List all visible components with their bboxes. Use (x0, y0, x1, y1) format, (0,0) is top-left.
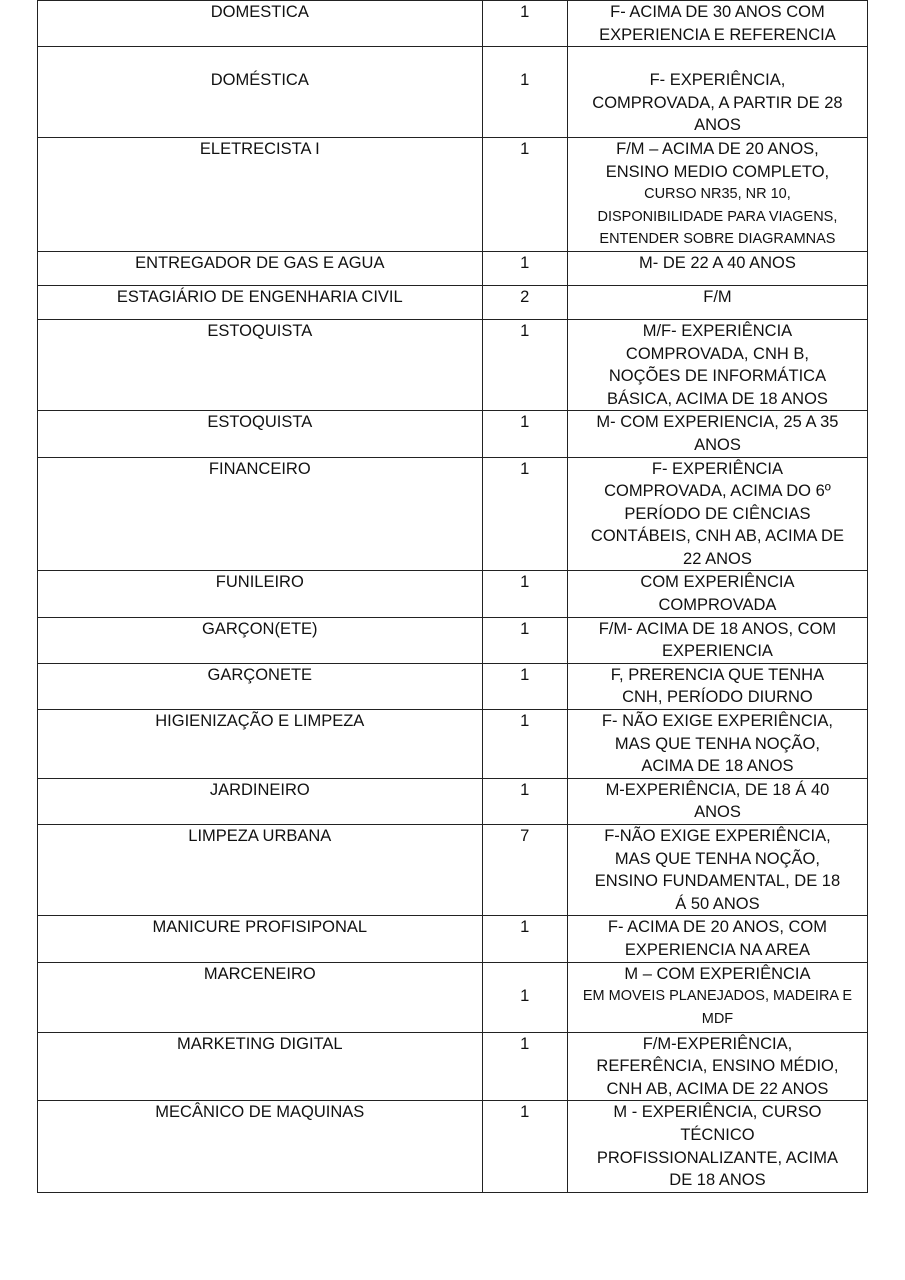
requirements-cell (567, 1101, 867, 1192)
quantity-cell: 1 (482, 663, 567, 709)
quantity-text: 1 (520, 986, 530, 1005)
requirements-cell (567, 137, 867, 251)
requirements-cell (567, 825, 867, 916)
role-cell: ESTOQUISTA (38, 319, 483, 410)
role-cell: ENTREGADOR DE GAS E AGUA (38, 251, 483, 285)
requirement-line: M/F- EXPERIÊNCIA (642, 321, 793, 340)
requirement-line: EXPERIENCIA NA AREA (624, 940, 811, 959)
requirements-cell (567, 1032, 867, 1101)
requirement-line: TÉCNICO (680, 1125, 755, 1144)
requirement-line: REFERÊNCIA, ENSINO MÉDIO, (596, 1057, 839, 1076)
role-cell: ELETRECISTA I (38, 137, 483, 251)
requirement-line: DE 18 ANOS (669, 1171, 766, 1190)
requirements-cell (567, 319, 867, 410)
requirement-line: F- NÃO EXIGE EXPERIÊNCIA, (601, 712, 833, 731)
requirement-line: COMPROVADA, CNH B, (625, 344, 809, 363)
role-cell: JARDINEIRO (38, 778, 483, 824)
role-cell: GARÇONETE (38, 663, 483, 709)
role-cell: FINANCEIRO (38, 457, 483, 571)
table-row (38, 663, 868, 709)
requirement-line: M-EXPERIÊNCIA, DE 18 Á 40 (605, 780, 830, 799)
requirement-line: COMPROVADA (658, 596, 777, 615)
table-row (38, 411, 868, 457)
role-cell: HIGIENIZAÇÃO E LIMPEZA (38, 710, 483, 779)
table-row (38, 1032, 868, 1101)
requirement-line: NOÇÕES DE INFORMÁTICA (608, 367, 827, 386)
requirement-line: M – COM EXPERIÊNCIA (624, 964, 811, 983)
requirement-line: DISPONIBILIDADE PARA VIAGENS, (597, 208, 838, 225)
requirement-line: MDF (701, 1010, 734, 1027)
requirement-line: F- EXPERIÊNCIA (651, 459, 783, 478)
requirement-line: F-NÃO EXIGE EXPERIÊNCIA, (604, 827, 831, 845)
requirement-line: PERÍODO DE CIÊNCIAS (624, 504, 811, 523)
role-cell: MECÂNICO DE MAQUINAS (38, 1101, 483, 1192)
requirement-line: Á 50 ANOS (675, 894, 760, 913)
quantity-cell: 1 (482, 778, 567, 824)
requirements-cell (567, 663, 867, 709)
quantity-cell: 7 (482, 825, 567, 916)
quantity-cell: 1 (482, 251, 567, 285)
requirement-line: M - EXPERIÊNCIA, CURSO (613, 1103, 822, 1122)
table-row (38, 778, 868, 824)
requirement-line: COM EXPERIÊNCIA (640, 573, 795, 592)
quantity-cell: 1 (482, 411, 567, 457)
table-row (38, 285, 868, 319)
role-cell: ESTOQUISTA (38, 411, 483, 457)
role-cell: MARKETING DIGITAL (38, 1032, 483, 1101)
requirement-line: ANOS (694, 116, 741, 135)
requirements-cell (567, 571, 867, 617)
requirement-line: EM MOVEIS PLANEJADOS, MADEIRA E (582, 988, 852, 1005)
quantity-cell: 1 (482, 571, 567, 617)
quantity-cell: 1 (482, 617, 567, 663)
quantity-cell: 1 (482, 457, 567, 571)
requirement-line: F/M – ACIMA DE 20 ANOS, (616, 139, 819, 158)
requirement-line: ANOS (694, 435, 741, 454)
requirements-cell (567, 710, 867, 779)
role-cell: ESTAGIÁRIO DE ENGENHARIA CIVIL (38, 285, 483, 319)
role-cell: MANICURE PROFISIPONAL (38, 916, 483, 962)
requirement-line: MAS QUE TENHA NOÇÃO, (614, 734, 820, 753)
role-cell: DOMESTICA (38, 1, 483, 47)
table-row (38, 825, 868, 916)
requirements-cell (567, 916, 867, 962)
requirements-cell (567, 47, 867, 138)
requirement-line: 22 ANOS (683, 549, 752, 568)
requirement-line: F- ACIMA DE 30 ANOS COM (610, 3, 825, 21)
table-row (38, 916, 868, 962)
table-row (38, 319, 868, 410)
requirement-line: MAS QUE TENHA NOÇÃO, (614, 849, 820, 868)
role-cell: MARCENEIRO (38, 962, 483, 1032)
table-row (38, 1, 868, 47)
table-row (38, 457, 868, 571)
role-text: DOMÉSTICA (210, 71, 309, 90)
quantity-cell (482, 962, 567, 1032)
requirement-line: ENSINO MEDIO COMPLETO, (605, 162, 830, 181)
requirement-line: M- DE 22 A 40 ANOS (639, 253, 796, 272)
role-cell: FUNILEIRO (38, 571, 483, 617)
requirements-cell (567, 457, 867, 571)
requirement-line: EXPERIENCIA E REFERENCIA (599, 25, 836, 44)
requirements-cell (567, 285, 867, 319)
requirement-line: COMPROVADA, ACIMA DO 6º (604, 482, 831, 501)
quantity-cell: 1 (482, 319, 567, 410)
requirement-line: COMPROVADA, A PARTIR DE 28 (592, 93, 843, 112)
quantity-cell: 2 (482, 285, 567, 319)
quantity-cell: 1 (482, 1032, 567, 1101)
requirements-cell (567, 251, 867, 285)
requirement-line: F- ACIMA DE 20 ANOS, COM (607, 918, 828, 937)
role-cell: GARÇON(ETE) (38, 617, 483, 663)
role-cell: LIMPEZA URBANA (38, 825, 483, 916)
quantity-cell: 1 (482, 1101, 567, 1192)
requirements-cell (567, 1, 867, 47)
table-row (38, 571, 868, 617)
requirements-cell (567, 617, 867, 663)
requirements-cell (567, 411, 867, 457)
requirement-line: CNH AB, ACIMA DE 22 ANOS (606, 1079, 829, 1098)
quantity-cell: 1 (482, 137, 567, 251)
table-row (38, 962, 868, 1032)
requirement-line: ANOS (694, 803, 741, 822)
table-row (38, 47, 868, 138)
requirement-line: F/M- ACIMA DE 18 ANOS, COM (598, 619, 837, 638)
quantity-cell: 1 (482, 1, 567, 47)
requirement-line: ENSINO FUNDAMENTAL, DE 18 (594, 872, 841, 891)
requirement-line: F/M (703, 287, 732, 306)
requirement-line: CNH, PERÍODO DIURNO (622, 688, 813, 707)
requirement-line: F- EXPERIÊNCIA, (649, 71, 786, 90)
requirement-line: BÁSICA, ACIMA DE 18 ANOS (606, 389, 828, 408)
table-row (38, 137, 868, 251)
quantity-cell: 1 (482, 710, 567, 779)
requirement-line: PROFISSIONALIZANTE, ACIMA (596, 1148, 839, 1167)
requirements-cell (567, 778, 867, 824)
requirement-line: ENTENDER SOBRE DIAGRAMNAS (599, 231, 836, 248)
table-row (38, 710, 868, 779)
table-row (38, 1101, 868, 1192)
requirement-line: ACIMA DE 18 ANOS (641, 757, 794, 776)
requirement-line: EXPERIENCIA (661, 642, 773, 661)
quantity-text: 1 (520, 71, 530, 90)
requirement-line: CURSO NR35, NR 10, (644, 186, 791, 203)
requirement-line: M- COM EXPERIENCIA, 25 A 35 (596, 413, 839, 432)
requirement-line: F, PRERENCIA QUE TENHA (610, 665, 825, 684)
table-row (38, 617, 868, 663)
requirement-line: CONTÁBEIS, CNH AB, ACIMA DE (590, 527, 844, 546)
table-row (38, 251, 868, 285)
quantity-cell: 1 (482, 916, 567, 962)
requirement-line: F/M-EXPERIÊNCIA, (642, 1034, 793, 1053)
role-cell (38, 47, 483, 138)
requirements-cell (567, 962, 867, 1032)
quantity-cell (482, 47, 567, 138)
job-listings-table (37, 0, 868, 1193)
